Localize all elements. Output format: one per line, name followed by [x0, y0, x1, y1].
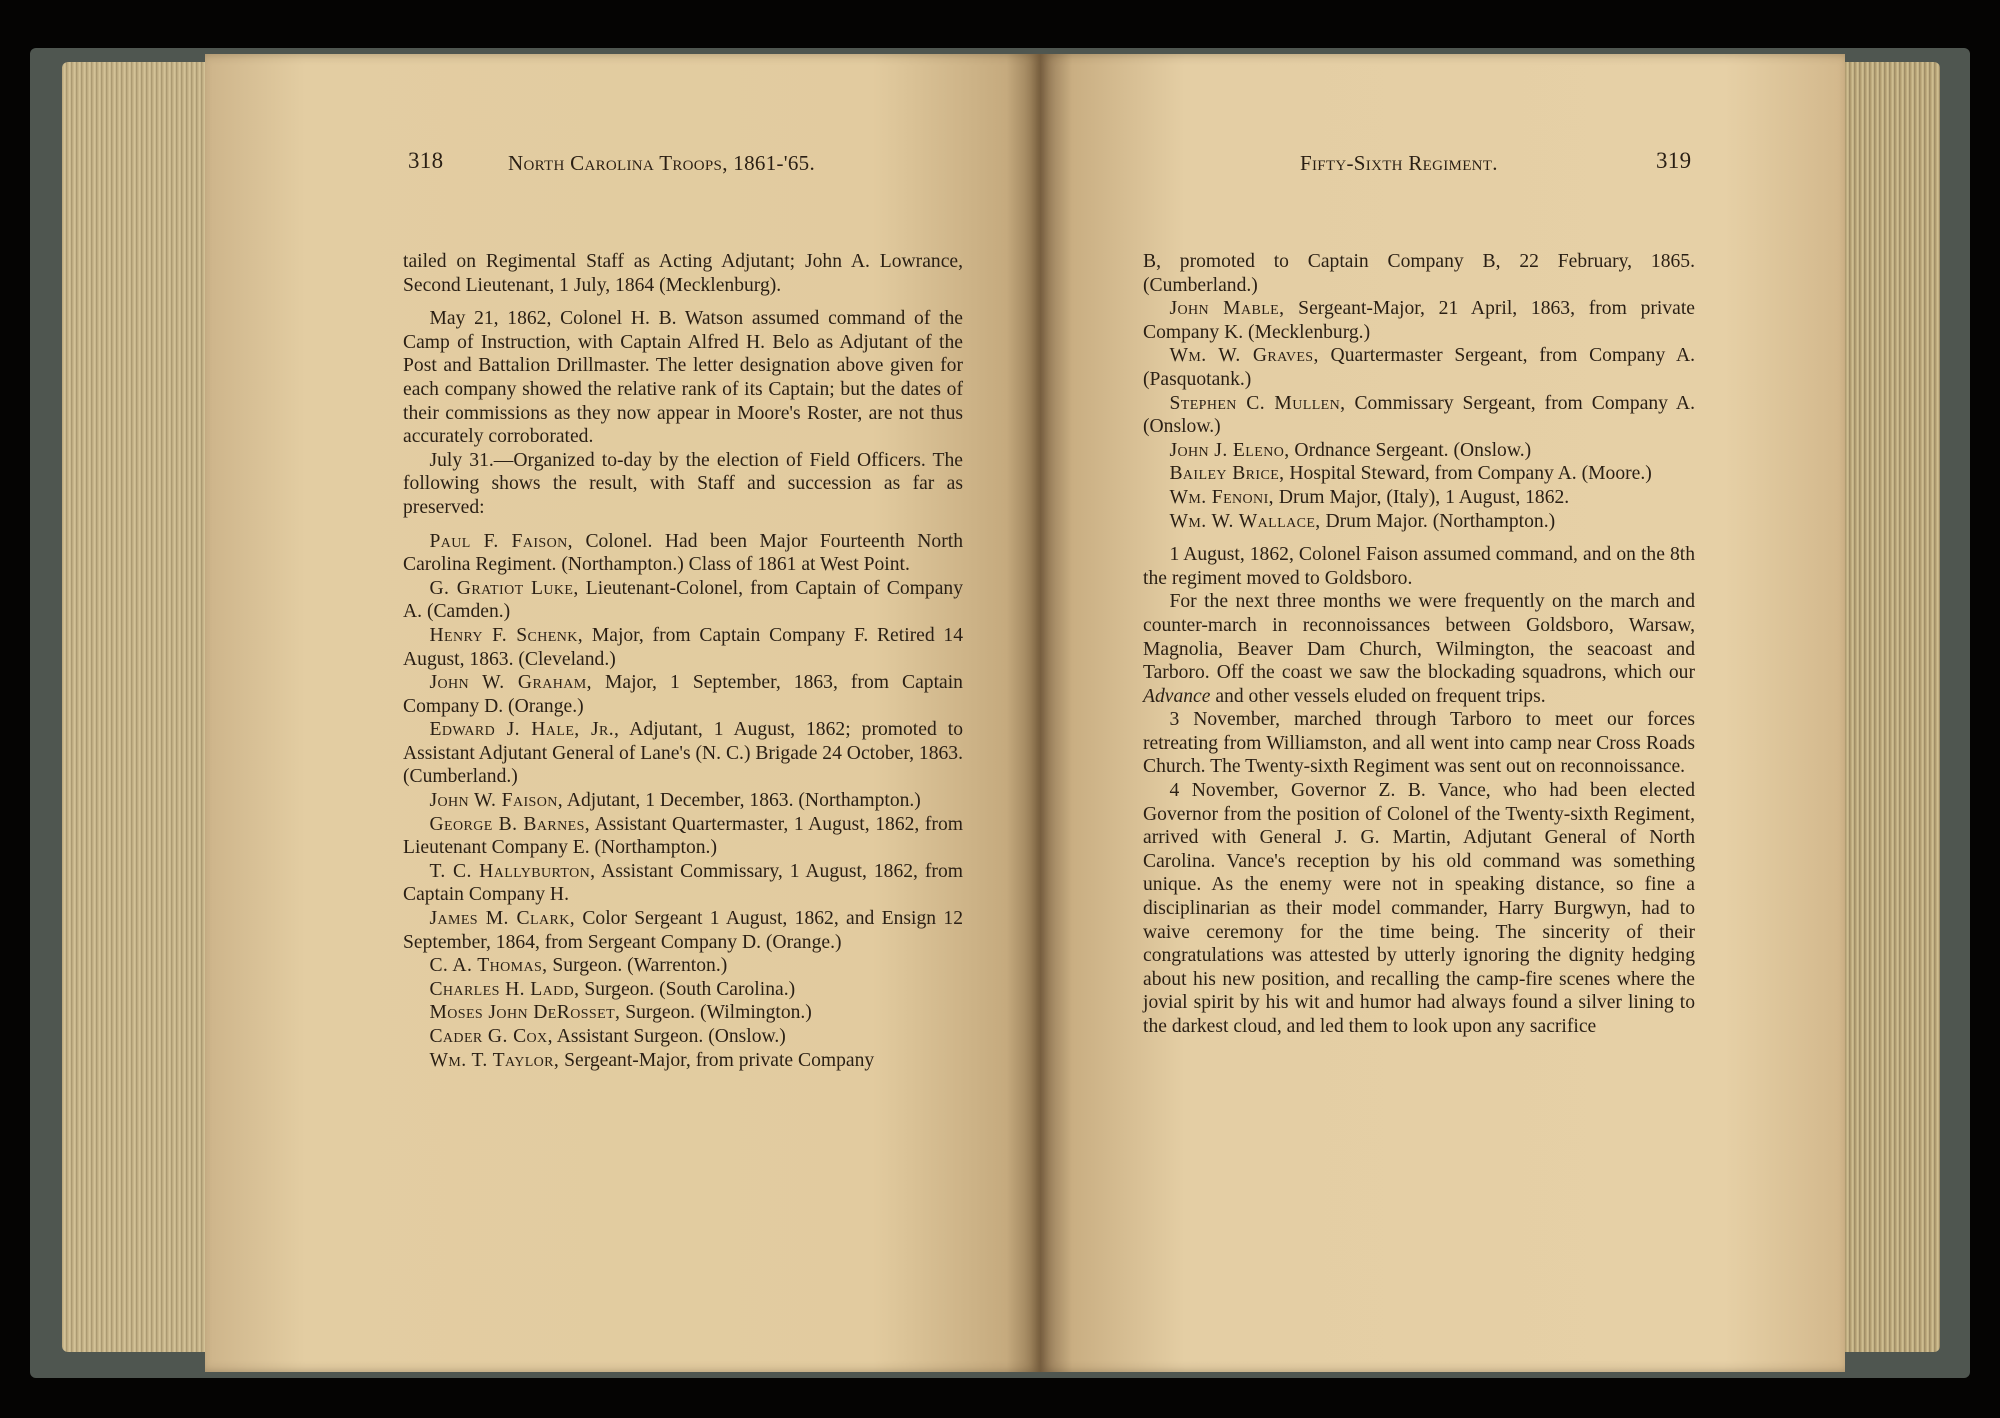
paragraph	[1143, 462, 1695, 486]
roster-name: T. C. Hallyburton,	[429, 860, 596, 882]
left-running-head	[400, 148, 900, 180]
paragraph	[1143, 590, 1695, 708]
left-page-number: 318	[408, 148, 444, 173]
paragraph-text: 3 November, marched through Tarboro to meet our forces retreating from Williamston, and all went into camp near Cross Roads Church. The Twenty-sixth Regiment was sent out on reconnoissance.	[1143, 709, 1695, 778]
roster-name: Charles H. Ladd,	[429, 978, 580, 1000]
paragraph-text: 1 August, 1862, Colonel Faison assumed command, and on the 8th the regiment moved to Goldsboro.	[1143, 544, 1695, 589]
paragraph-text: Assistant Quartermaster, 1 August, 1862, from Lieutenant Company E. (Northampton.)	[403, 813, 963, 859]
paragraph	[1143, 708, 1695, 779]
paragraph-text: Color Sergeant 1 August, 1862, and Ensign 12 September, 1864, from Sergeant Company D. (Orange.)	[403, 908, 964, 953]
paragraph-text: Surgeon. (Wilmington.)	[620, 1002, 812, 1024]
right-running-title: Fifty-Sixth Regiment.	[1300, 151, 1498, 175]
paragraph	[1143, 543, 1695, 590]
paragraph	[403, 1001, 963, 1025]
paragraph-text: May 21, 1862, Colonel H. B. Watson assumed command of the Camp of Instruction, with Captain Alfred H. Belo as Adjutant of the Post and Battalion Drillmaster. The letter designation above given for each company showed the relative rank of its Captain; but the dates of their commissions as they now appear in Moore's Roster, are not thus accurately corroborated.	[403, 308, 963, 448]
paragraph-text: Colonel. Had been Major Fourteenth North Carolina Regiment. (Northampton.) Class of 1861 at West Point.	[403, 530, 963, 576]
roster-name: Henry F. Schenk,	[429, 624, 584, 646]
paragraph-text: Quartermaster Sergeant, from Company A. (Pasquotank.)	[1143, 345, 1695, 390]
paragraph	[403, 250, 963, 297]
paragraph	[1143, 392, 1695, 439]
roster-name: Wm. Fenoni,	[1169, 486, 1274, 508]
paragraph-text: Major, 1 September, 1863, from Captain Company D. (Orange.)	[403, 672, 963, 717]
roster-name: Cader G. Cox,	[429, 1026, 553, 1047]
right-running-head	[1290, 148, 1690, 180]
paragraph-text: B, promoted to Captain Company B, 22 February, 1865. (Cumberland.)	[1143, 251, 1695, 296]
paragraph	[1143, 779, 1695, 1039]
roster-name: Wm. T. Taylor,	[429, 1049, 560, 1071]
paragraph-text: Assistant Commissary, 1 August, 1862, from Captain Company H.	[403, 860, 963, 906]
paragraph	[403, 978, 963, 1002]
paragraph	[403, 1025, 963, 1049]
roster-name: C. A. Thomas,	[429, 955, 548, 977]
paragraph	[1143, 486, 1695, 510]
roster-name: John J. Eleno,	[1169, 439, 1290, 461]
paragraph	[403, 671, 963, 718]
paragraph	[1143, 297, 1695, 344]
roster-name: John W. Faison,	[429, 790, 564, 812]
roster-name: George B. Barnes,	[429, 813, 591, 835]
roster-name: John Mable,	[1169, 298, 1285, 320]
right-page-text	[1143, 250, 1695, 1039]
paragraph-text: Drum Major. (Northampton.)	[1320, 510, 1556, 532]
paragraph-text: Adjutant, 1 December, 1863. (Northampton.)	[563, 790, 921, 812]
paragraph	[403, 813, 963, 860]
roster-name: John W. Graham,	[429, 672, 592, 694]
paragraph-text: Sergeant-Major, from private Company	[559, 1049, 875, 1071]
roster-name: Edward J. Hale, Jr.,	[429, 719, 620, 741]
left-running-title: North Carolina Troops, 1861-'65.	[508, 151, 816, 175]
roster-name: Stephen C. Mullen,	[1169, 392, 1346, 414]
paragraph-text: Adjutant, 1 August, 1862; promoted to Assistant Adjutant General of Lane's (N. C.) Brigade 24 October, 1863. (Cumberland.)	[403, 719, 963, 788]
paragraph-text: July 31.—Organized to-day by the election of Field Officers. The following shows the result, with Staff and succession as far as preserved:	[403, 449, 963, 518]
roster-name: Wm. W. Graves,	[1169, 345, 1319, 367]
paragraph-text: Surgeon. (Warrenton.)	[547, 955, 728, 977]
paragraph	[403, 530, 963, 577]
paragraph-text: For the next three months we were frequently on the march and counter-march in reconnoissances between Goldsboro, Warsaw, Magnolia, Beaver Dam Church, Wilmington, the seacoast and Tarboro. Off the coast we saw the blockading squadrons, which our Advance and other vessels eluded on frequent trips.	[1143, 591, 1695, 707]
paragraph-text: Lieutenant-Colonel, from Captain of Company A. (Camden.)	[403, 577, 963, 623]
paragraph-text: Commissary Sergeant, from Company A. (Onslow.)	[1143, 392, 1695, 438]
paragraph	[403, 1049, 963, 1073]
paragraph	[403, 624, 963, 671]
left-page-text	[403, 250, 963, 1072]
paragraph	[403, 449, 963, 520]
paragraph-text: Drum Major, (Italy), 1 August, 1862.	[1273, 486, 1570, 508]
roster-name: Wm. W. Wallace,	[1169, 510, 1321, 532]
right-page-number: 319	[1656, 148, 1692, 173]
paragraph	[1143, 510, 1695, 534]
paragraph	[403, 907, 963, 954]
paragraph-text: Assistant Surgeon. (Onslow.)	[552, 1026, 786, 1047]
roster-name: James M. Clark,	[429, 908, 576, 930]
paragraph	[403, 954, 963, 978]
roster-name: G. Gratiot Luke,	[429, 577, 579, 599]
paragraph	[403, 860, 963, 907]
left-page-edges	[62, 62, 222, 1352]
paragraph-text: Ordnance Sergeant. (Onslow.)	[1289, 439, 1532, 461]
paragraph-text: 4 November, Governor Z. B. Vance, who had been elected Governor from the position of Colonel of the Twenty-sixth Regiment, arrived with General J. G. Martin, Adjutant General of North Carolina. Vance's reception by his old command was something unique. As the enemy were not in speaking distance, so fine a disciplinarian as their model commander, Harry Burgwyn, had to waive ceremony for the time being. The sincerity of their congratulations was attested by utterly ignoring the dignity hedging about his new position, and recalling the camp-fire scenes where the jovial spirit by his wit and humor had always found a silver lining to the darkest cloud, and led them to look upon any sacrifice	[1143, 780, 1695, 1037]
roster-name: Bailey Brice,	[1169, 463, 1285, 485]
paragraph	[1143, 344, 1695, 391]
paragraph-text: Hospital Steward, from Company A. (Moore.)	[1284, 463, 1652, 485]
paragraph	[1143, 439, 1695, 463]
roster-name: Moses John DeRosset,	[429, 1002, 621, 1024]
paragraph	[403, 307, 963, 449]
paragraph	[403, 577, 963, 624]
roster-name: Paul F. Faison,	[429, 530, 573, 552]
paragraph-text: tailed on Regimental Staff as Acting Adjutant; John A. Lowrance, Second Lieutenant, 1 July, 1864 (Mecklenburg).	[403, 251, 963, 296]
paragraph	[1143, 250, 1695, 297]
paragraph-text: Major, from Captain Company F. Retired 14 August, 1863. (Cleveland.)	[403, 624, 963, 670]
paragraph-text: Sergeant-Major, 21 April, 1863, from private Company K. (Mecklenburg.)	[1143, 298, 1695, 343]
paragraph-text: Surgeon. (South Carolina.)	[579, 978, 796, 1000]
paragraph	[403, 789, 963, 813]
paragraph	[403, 718, 963, 789]
